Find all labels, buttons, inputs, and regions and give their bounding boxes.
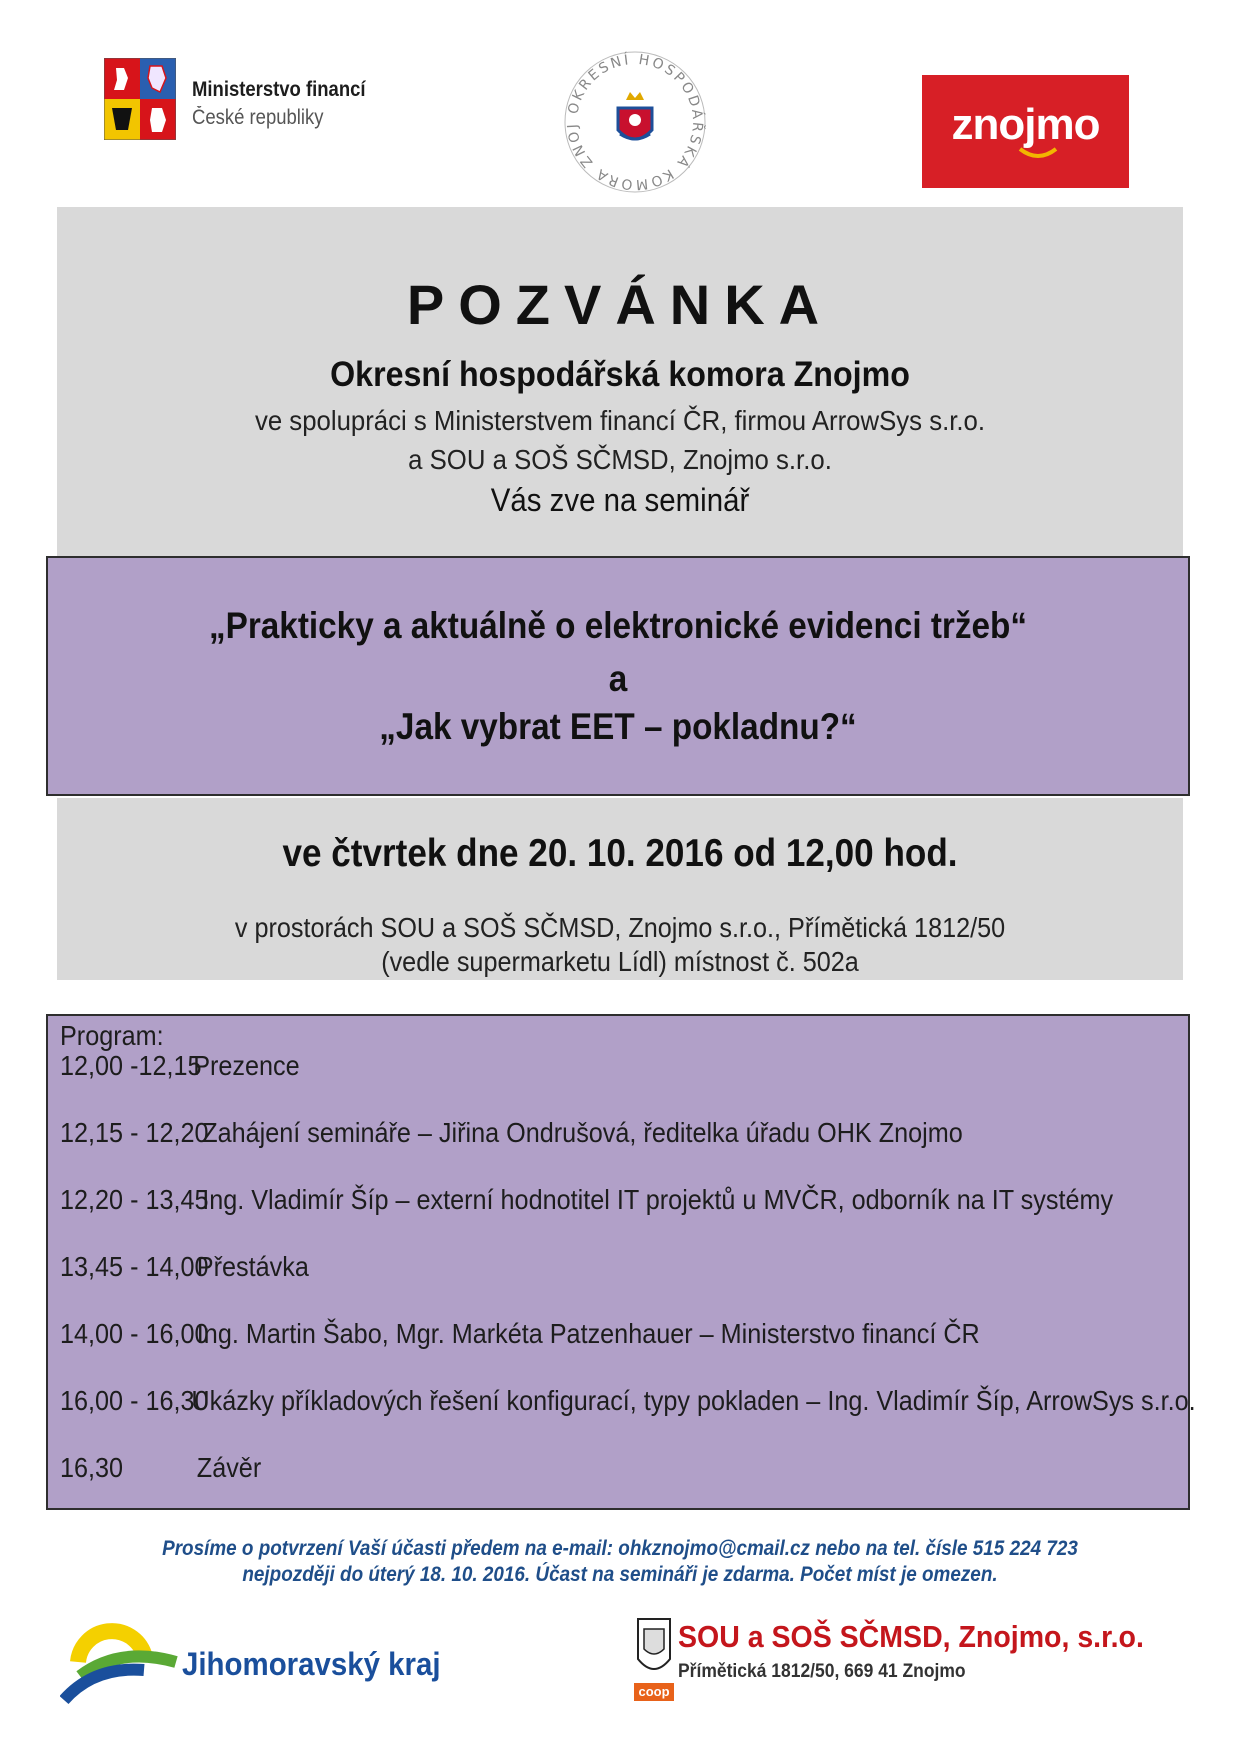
program-time: 16,00 - 16,30	[60, 1385, 209, 1416]
ministry-name: Ministerstvo financí	[192, 78, 366, 101]
header-panel	[57, 207, 1183, 557]
program-time: 13,45 - 14,00	[60, 1251, 209, 1282]
program-time: 12,00 -12,15	[60, 1050, 202, 1081]
invites-line: Vás zve na seminář	[490, 482, 750, 518]
program-item	[60, 1318, 980, 1350]
venue-line-2: (vedle supermarketu Lídl) místnost č. 502a	[381, 946, 859, 977]
program-item	[60, 1385, 1196, 1417]
seal-ring-text: OKRESNÍ HOSPODÁŘSKÁ KOMORA ZNOJ	[564, 51, 706, 193]
czech-coat-of-arms-icon	[104, 58, 176, 140]
program-time: 12,15 - 12,20	[60, 1117, 209, 1148]
venue-line-1: v prostorách SOU a SOŠ SČMSD, Znojmo s.r.o., Přímětická 1812/50	[234, 912, 1006, 943]
program-item	[60, 1452, 261, 1484]
invitation-title: POZVÁNKA	[406, 273, 834, 336]
organizer-name: Okresní hospodářská komora Znojmo	[330, 355, 910, 394]
program-description: Zahájení semináře – Jiřina Ondrušová, ředitelka úřadu OHK Znojmo	[202, 1117, 963, 1148]
program-item	[60, 1117, 963, 1149]
sou-logo	[632, 1615, 1144, 1715]
program-item	[60, 1184, 1113, 1216]
znojmo-logo-text: znojmo	[951, 100, 1100, 149]
program-description: Přestávka	[196, 1251, 309, 1282]
seminar-title-2: „Jak vybrat EET – pokladnu?“	[379, 706, 857, 747]
collaboration-line-2: a SOU a SOŠ SČMSD, Znojmo s.r.o.	[408, 444, 832, 475]
jihomoravsky-kraj-logo	[60, 1610, 480, 1710]
rsvp-note-line-1: Prosíme o potvrzení Vaší účasti předem na e-mail: ohkznojmo@cmail.cz nebo na tel. čísle 515 224 723	[162, 1537, 1078, 1560]
smile-icon	[1018, 147, 1058, 161]
ministry-country: České republiky	[192, 106, 324, 129]
program-description: Závěr	[196, 1452, 262, 1483]
program-item	[60, 1050, 300, 1082]
ministry-of-finance-logo	[104, 58, 404, 144]
program-description: Ing. Vladimír Šíp – externí hodnotitel IT projektů u MVČR, odborník na IT systémy	[202, 1184, 1114, 1215]
program-label: Program:	[60, 1020, 164, 1051]
program-time: 16,30	[60, 1452, 124, 1483]
event-date: ve čtvrtek dne 20. 10. 2016 od 12,00 hod.	[282, 832, 958, 875]
znojmo-logo	[922, 75, 1129, 188]
date-venue-panel	[57, 798, 1183, 980]
seminar-title-box	[46, 556, 1190, 796]
coop-badge: coop	[634, 1683, 674, 1701]
ohk-seal-logo	[560, 50, 710, 195]
rsvp-note-line-2: nejpozději do úterý 18. 10. 2016. Účast na semináři je zdarma. Počet míst je omezen.	[242, 1563, 998, 1586]
program-item	[60, 1251, 309, 1283]
sou-address: Přímětická 1812/50, 669 41 Znojmo	[678, 1661, 966, 1682]
seminar-title-1: „Prakticky a aktuálně o elektronické evidenci tržeb“	[208, 605, 1028, 646]
program-time: 14,00 - 16,00	[60, 1318, 209, 1349]
program-description: Ukázky příkladových řešení konfigurací, typy pokladen – Ing. Vladimír Šíp, ArrowSys s.r.o.	[191, 1385, 1196, 1416]
collaboration-line-1: ve spolupráci s Ministerstvem financí ČR, firmou ArrowSys s.r.o.	[254, 405, 986, 436]
program-description: Prezence	[193, 1050, 300, 1081]
jmk-swoosh-icon	[60, 1610, 180, 1710]
program-time: 12,20 - 13,45	[60, 1184, 209, 1215]
program-box	[46, 1014, 1196, 1510]
sou-emblem-icon	[634, 1615, 674, 1681]
sou-name: SOU a SOŠ SČMSD, Znojmo, s.r.o.	[678, 1619, 1144, 1654]
program-description: Ing. Martin Šabo, Mgr. Markéta Patzenhauer – Ministerstvo financí ČR	[196, 1318, 980, 1349]
seminar-title-and: a	[608, 658, 628, 699]
jmk-logo-text: Jihomoravský kraj	[182, 1646, 441, 1682]
